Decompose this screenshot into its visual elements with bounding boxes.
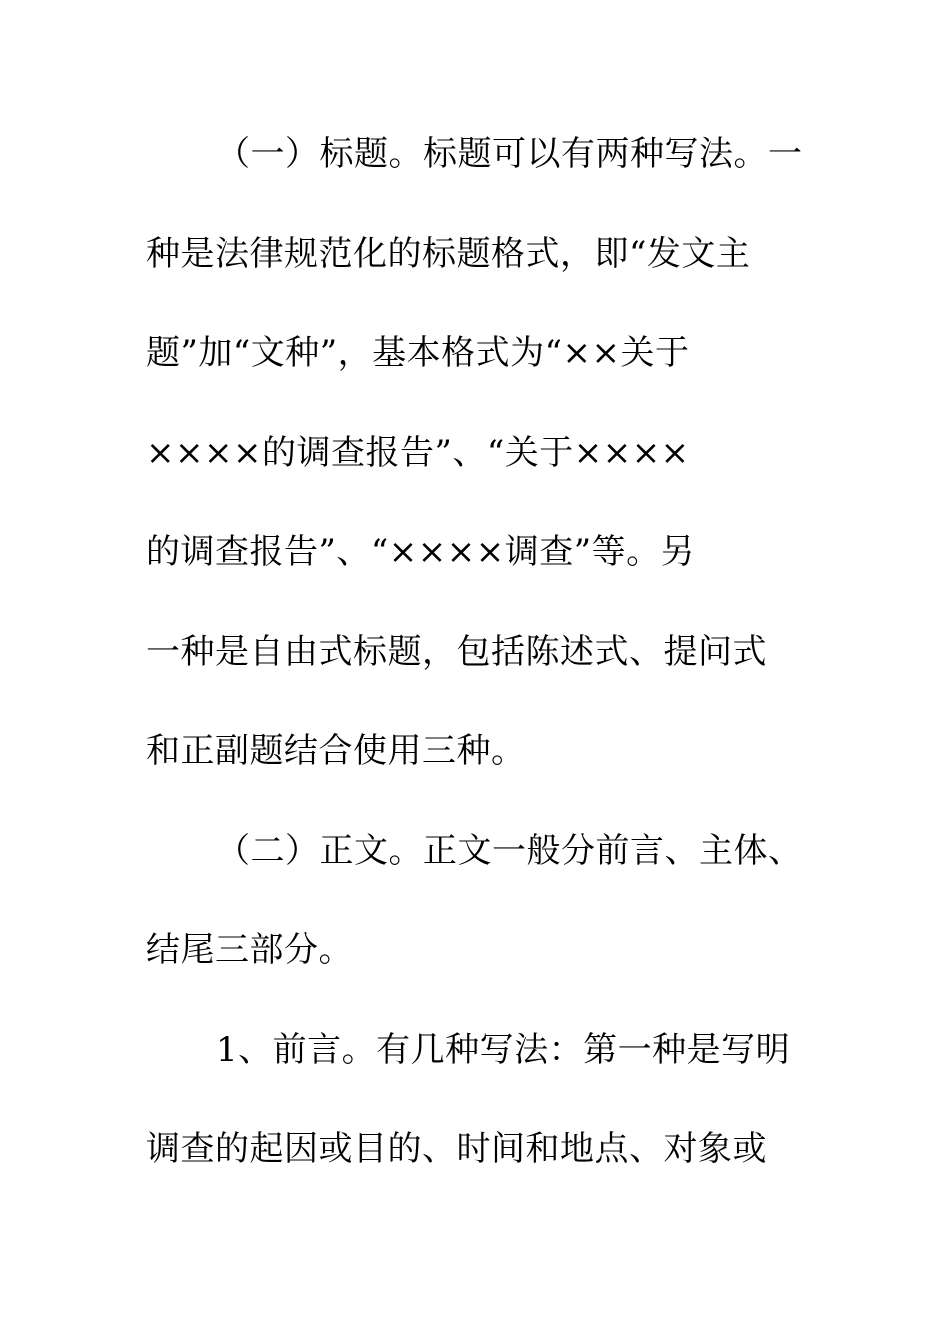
paragraph-1-line-3: 题”加“文种”，基本格式为“××关于 bbox=[146, 333, 690, 373]
paragraph-1-line-5: 的调查报告”、“××××调查”等。另 bbox=[146, 532, 696, 572]
paragraph-1-line-1: （一）标题。标题可以有两种写法。一 bbox=[216, 134, 803, 174]
paragraph-1-line-7: 和正副题结合使用三种。 bbox=[146, 731, 526, 771]
paragraph-2-line-2: 结尾三部分。 bbox=[146, 930, 353, 970]
paragraph-1-line-4: ××××的调查报告”、“关于×××× bbox=[146, 432, 690, 473]
paragraph-3-line-2: 调查的起因或目的、时间和地点、对象或 bbox=[146, 1129, 767, 1169]
paragraph-2-line-1: （二）正文。正文一般分前言、主体、 bbox=[216, 830, 803, 871]
paragraph-1-line-2: 种是法律规范化的标题格式，即“发文主 bbox=[146, 233, 751, 274]
body-text bbox=[146, 124, 806, 1219]
paragraph-3-line-1: 1、前言。有几种写法：第一种是写明 bbox=[216, 1029, 791, 1070]
paragraph-1-line-6: 一种是自由式标题，包括陈述式、提问式 bbox=[146, 631, 767, 672]
